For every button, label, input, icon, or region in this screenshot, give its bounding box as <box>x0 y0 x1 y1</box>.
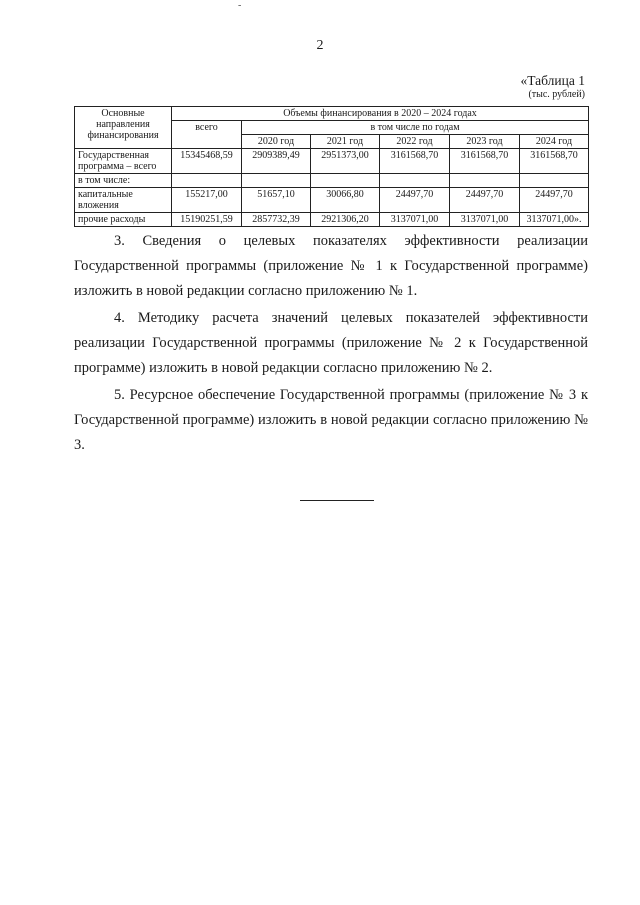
table-units: (тыс. рублей) <box>528 89 585 100</box>
row-value: 3137071,00 <box>450 213 520 227</box>
header-year: 2023 год <box>450 135 520 149</box>
row-value: 3161568,70 <box>450 149 520 174</box>
header-year: 2020 год <box>242 135 311 149</box>
row-label: капитальные вложения <box>75 188 172 213</box>
paragraph-3: 3. Сведения о целевых показателях эффективности реализации Государственной программы (приложение № 1 к Государственной программе) изложить в новой редакции согласно приложению № 1. <box>74 233 588 299</box>
header-directions: Основные направления финансирования <box>75 107 172 149</box>
row-total <box>172 174 242 188</box>
table-header-row <box>75 107 589 121</box>
header-year: 2021 год <box>311 135 380 149</box>
table-caption <box>521 74 586 102</box>
row-value: 3161568,70 <box>520 149 589 174</box>
body-text <box>74 229 588 460</box>
top-mark: - <box>238 0 242 11</box>
table-row <box>75 174 589 188</box>
page-number: 2 <box>316 38 324 53</box>
table-row <box>75 149 589 174</box>
separator-line <box>300 500 374 501</box>
row-label: в том числе: <box>75 174 172 188</box>
paragraph-5: 5. Ресурсное обеспечение Государственной программы (приложение № 3 к Государственной программе) изложить в новой редакции согласно приложению № 3. <box>74 387 588 453</box>
header-total: всего <box>172 121 242 149</box>
table-row <box>75 213 589 227</box>
row-value <box>520 174 589 188</box>
row-value <box>380 174 450 188</box>
row-total: 15190251,59 <box>172 213 242 227</box>
header-by-years: в том числе по годам <box>242 121 589 135</box>
financing-table <box>74 106 589 227</box>
row-value: 2909389,49 <box>242 149 311 174</box>
row-value: 2857732,39 <box>242 213 311 227</box>
header-year: 2022 год <box>380 135 450 149</box>
row-value: 3137071,00». <box>520 213 589 227</box>
table-row <box>75 188 589 213</box>
row-value: 24497,70 <box>520 188 589 213</box>
header-year: 2024 год <box>520 135 589 149</box>
row-total: 15345468,59 <box>172 149 242 174</box>
row-value: 30066,80 <box>311 188 380 213</box>
paragraph-4: 4. Методику расчета значений целевых показателей эффективности реализации Государственной программы (приложение № 2 к Государственной программе) изложить в новой редакции согласно приложению № 2. <box>74 310 588 376</box>
row-value: 24497,70 <box>380 188 450 213</box>
header-volume-group: Объемы финансирования в 2020 – 2024 годах <box>172 107 589 121</box>
row-value: 2921306,20 <box>311 213 380 227</box>
row-total: 155217,00 <box>172 188 242 213</box>
row-value <box>242 174 311 188</box>
row-label: Государственная программа – всего <box>75 149 172 174</box>
row-value: 24497,70 <box>450 188 520 213</box>
row-label: прочие расходы <box>75 213 172 227</box>
row-value <box>450 174 520 188</box>
row-value: 51657,10 <box>242 188 311 213</box>
row-value <box>311 174 380 188</box>
row-value: 3137071,00 <box>380 213 450 227</box>
row-value: 3161568,70 <box>380 149 450 174</box>
row-value: 2951373,00 <box>311 149 380 174</box>
table-title: «Таблица 1 <box>520 73 585 88</box>
